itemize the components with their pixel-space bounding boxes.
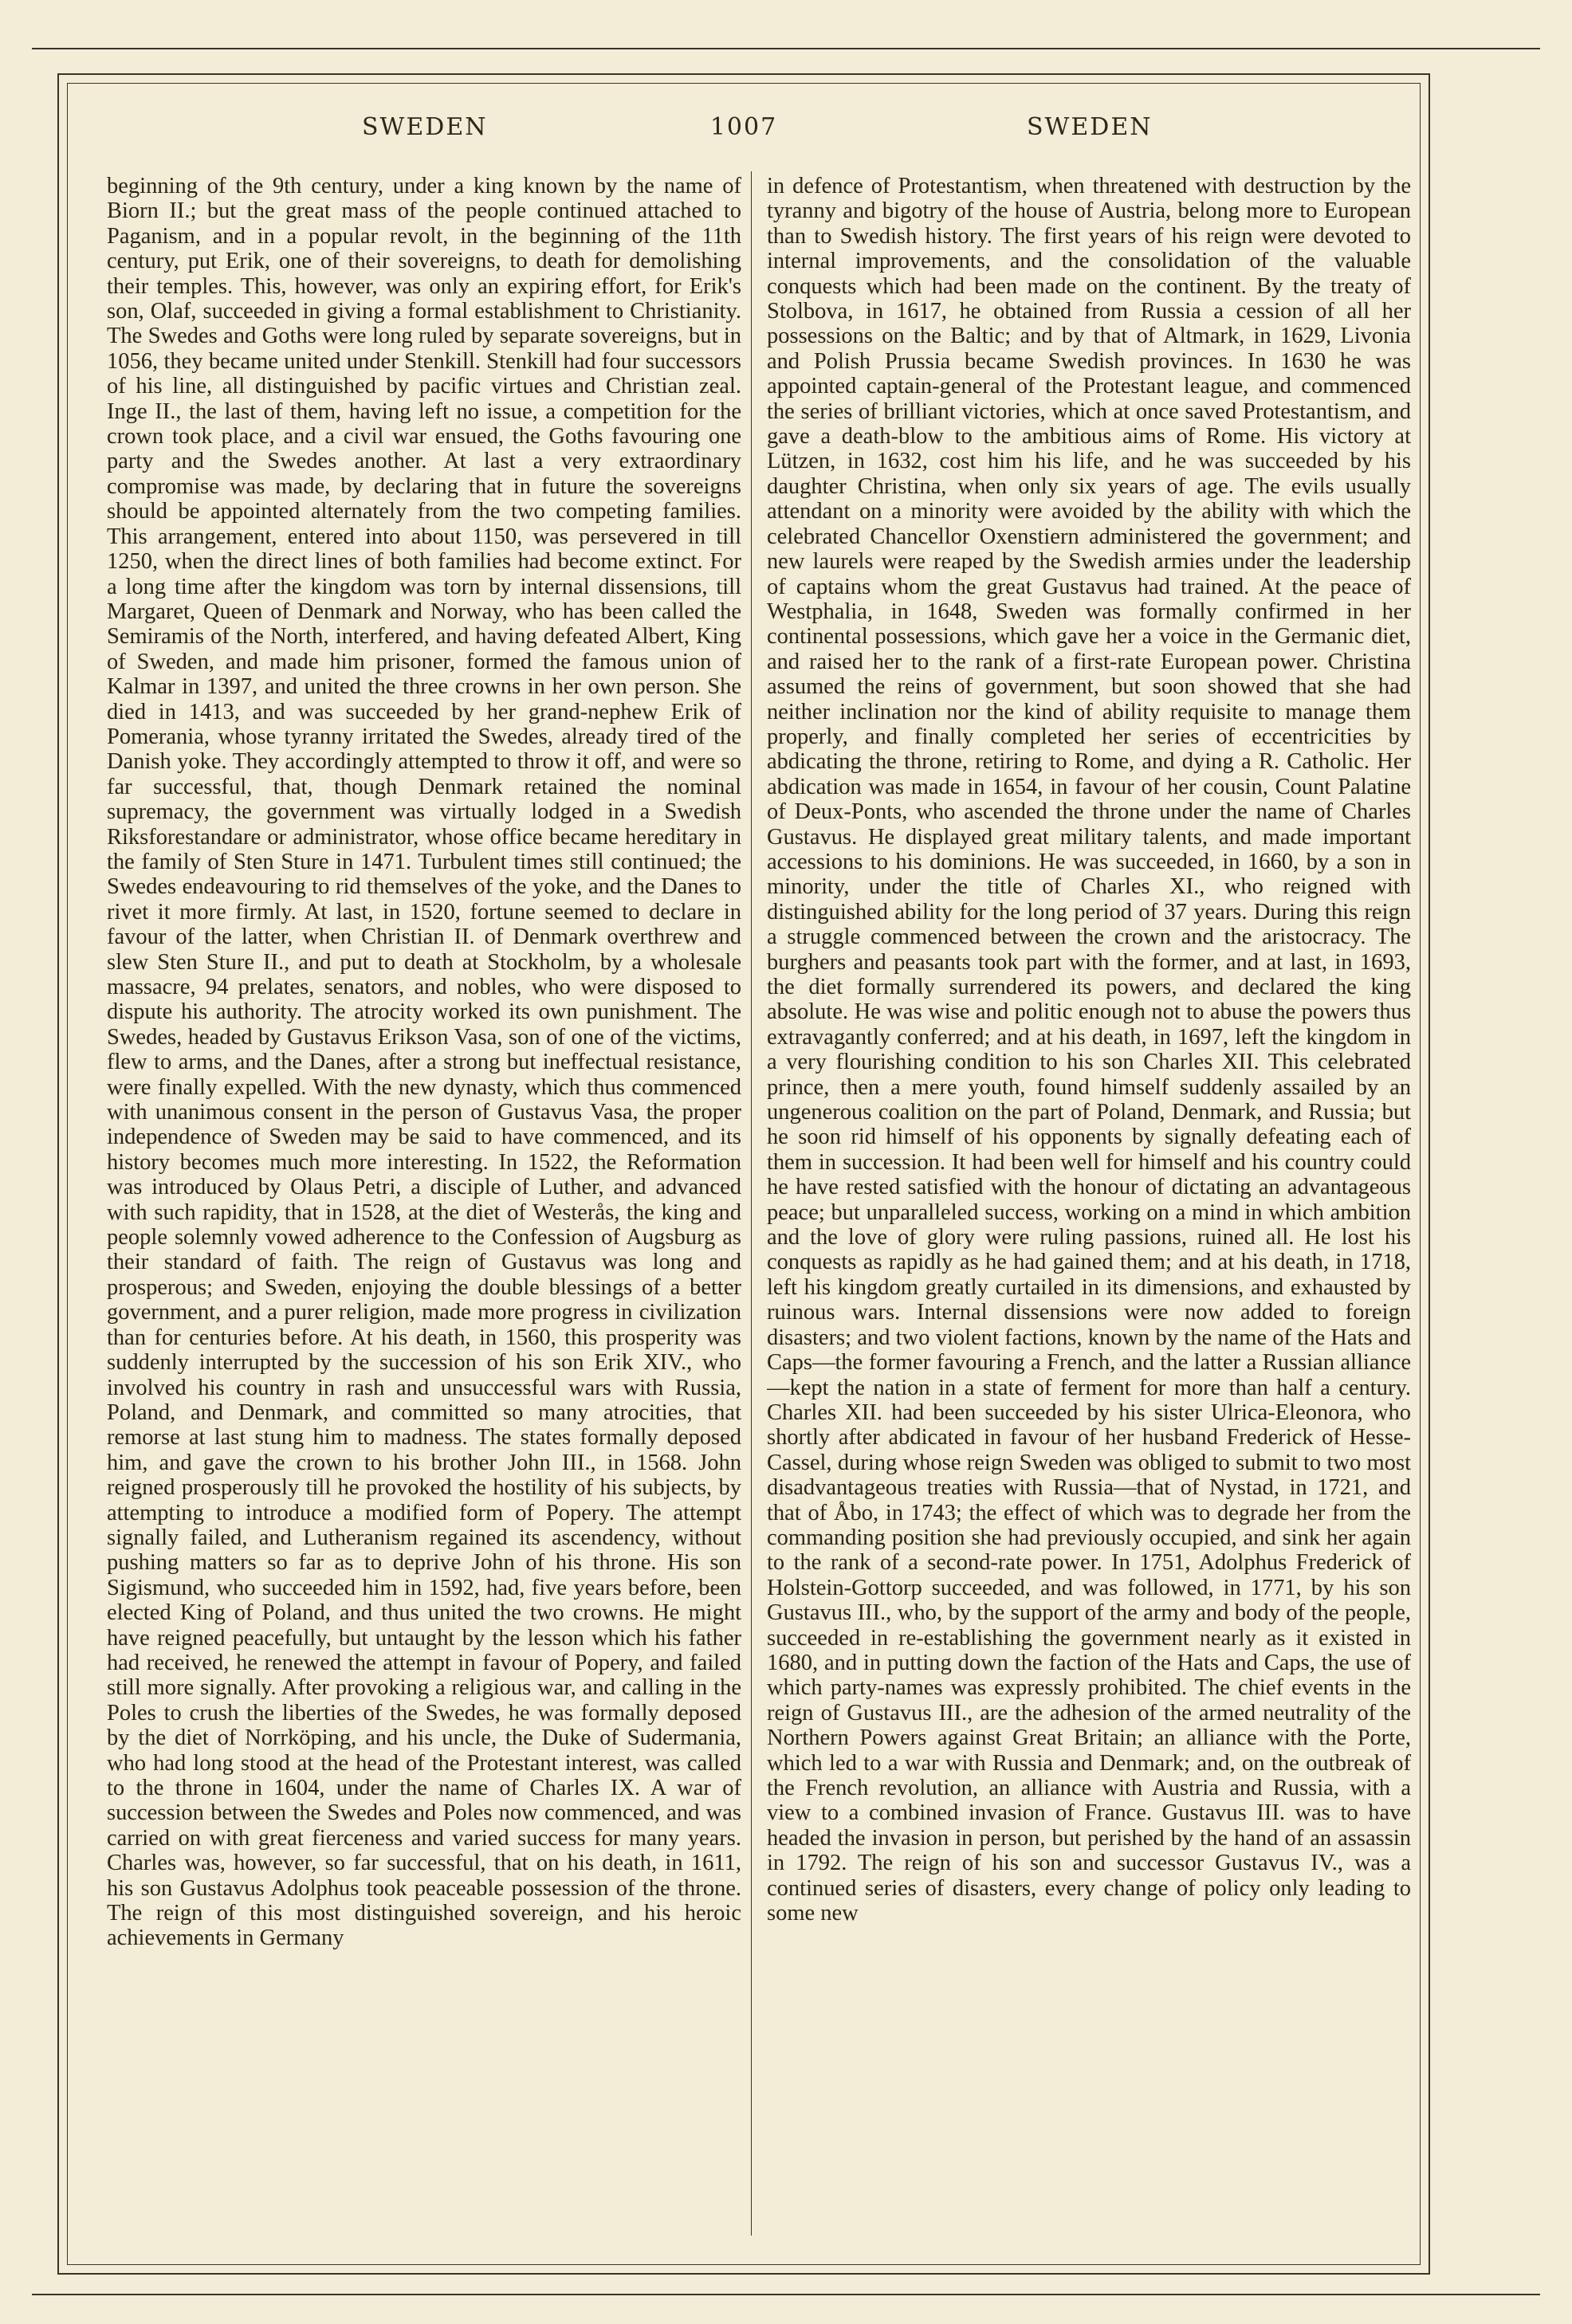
running-header	[67, 113, 1421, 153]
right-column-text: in defence of Protestantism, when threatened with destruction by the tyranny and bigotry of the house of Austria, belong more to European than to Swedish history. The first years of his reign were devoted to internal improvements, and the consolidation of the valuable conquests which had been made on the continent. By the treaty of Stolbova, in 1617, he obtained from Russia a cession of all her possessions on the Baltic; and by that of Altmark, in 1629, Livonia and Polish Prussia became Swedish provinces. In 1630 he was appointed captain-general of the Protestant league, and commenced the series of brilliant victories, which at once saved Protestantism, and gave a death-blow to the ambitious aims of Rome. His victory at Lützen, in 1632, cost him his life, and he was succeeded by his daughter Christina, when only six years of age. The evils usually attendant on a minority were avoided by the ability with which the celebrated Chancellor Oxenstiern administered the government; and new laurels were reaped by the Swedish armies under the leadership of captains whom the great Gustavus had trained. At the peace of Westphalia, in 1648, Sweden was formally confirmed in her continental possessions, which gave her a voice in the Germanic diet, and raised her to the rank of a first-rate European power. Christina assumed the reins of government, but soon showed that she had neither inclination nor the kind of ability requisite to manage them properly, and finally completed her series of eccentricities by abdicating the throne, retiring to Rome, and dying a R. Catholic. Her abdication was made in 1654, in favour of her cousin, Count Palatine of Deux-Ponts, who ascended the throne under the name of Charles Gustavus. He displayed great military talents, and made important accessions to his dominions. He was succeeded, in 1660, by a son in minority, under the title of Charles XI., who reigned with distinguished ability for the long period of 37 years. During this reign a struggle commenced between the crown and the aristocracy. The burghers and peasants took part with the former, and at last, in 1693, the diet formally surrendered its powers, and declared the king absolute. He was wise and politic enough not to abuse the powers thus extravagantly conferred; and at his death, in 1697, left the kingdom in a very flourishing condition to his son Charles XII. This celebrated prince, then a mere youth, found himself suddenly assailed by an ungenerous coalition on the part of Poland, Denmark, and Russia; but he soon rid himself of his opponents by signally defeating each of them in succession. It had been well for himself and his country could he have rested satisfied with the honour of dictating an advantageous peace; but unparalleled success, working on a mind in which ambition and the love of glory were ruling passions, ruined all. He lost his conquests as rapidly as he had gained them; and at his death, in 1718, left his kingdom greatly curtailed in its dimensions, and exhausted by ruinous wars. Internal dissensions were now added to foreign disasters; and two violent factions, known by the name of the Hats and Caps—the former favouring a French, and the latter a Russian alliance—kept the nation in a state of ferment for more than half a century. Charles XII. had been succeeded by his sister Ulrica-Eleonora, who shortly after abdicated in favour of her husband Frederick of Hesse-Cassel, during whose reign Sweden was obliged to submit to two most disadvantageous treaties with Russia—that of Nystad, in 1721, and that of Åbo, in 1743; the effect of which was to degrade her from the commanding position she had previously occupied, and sink her again to the rank of a second-rate power. In 1751, Adolphus Frederick of Holstein-Gottorp succeeded, and was followed, in 1771, by his son Gustavus III., who, by the support of the army and body of the people, succeeded in re-establishing the government nearly as it existed in 1680, and in putting down the faction of the Hats and Caps, the use of which party-names was expressly prohibited. The chief events in the reign of Gustavus III., are the adhesion of the armed neutrality of the Northern Powers against Great Britain; an alliance with the Porte, which led to a war with Russia and Denmark; and, on the outbreak of the French revolution, an alliance with Austria and Russia, with a view to a combined invasion of France. Gustavus III. was to have headed the invasion in person, but perished by the hand of an assassin in 1792. The reign of his son and successor Gustavus IV., was a continued series of disasters, every change of policy only leading to some new	[767, 174, 1411, 1926]
page-number: 1007	[709, 113, 778, 141]
top-rule	[32, 48, 1540, 49]
left-column	[107, 174, 741, 2246]
header-left-title: SWEDEN	[362, 113, 488, 141]
left-column-text: beginning of the 9th century, under a king known by the name of Biorn II.; but the great mass of the people continued attached to Paganism, and in a popular revolt, in the beginning of the 11th century, put Erik, one of their sovereigns, to death for demolishing their temples. This, however, was only an expiring effort, for Erik's son, Olaf, succeeded in giving a formal establishment to Christianity. The Swedes and Goths were long ruled by separate sovereigns, but in 1056, they became united under Stenkill. Stenkill had four successors of his line, all distinguished by pacific virtues and Christian zeal. Inge II., the last of them, having left no issue, a competition for the crown took place, and a civil war ensued, the Goths favouring one party and the Swedes another. At last a very extraordinary compromise was made, by declaring that in future the sovereigns should be appointed alternately from the two competing families. This arrangement, entered into about 1150, was persevered in till 1250, when the direct lines of both families had become extinct. For a long time after the kingdom was torn by internal dissensions, till Margaret, Queen of Denmark and Norway, who has been called the Semiramis of the North, interfered, and having defeated Albert, King of Sweden, and made him prisoner, formed the famous union of Kalmar in 1397, and united the three crowns in her own person. She died in 1413, and was succeeded by her grand-nephew Erik of Pomerania, whose tyranny irritated the Swedes, already tired of the Danish yoke. They accordingly attempted to throw it off, and were so far successful, that, though Denmark retained the nominal supremacy, the government was virtually lodged in a Swedish Riksforestandare or administrator, whose office became hereditary in the family of Sten Sture in 1471. Turbulent times still continued; the Swedes endeavouring to rid themselves of the yoke, and the Danes to rivet it more firmly. At last, in 1520, fortune seemed to declare in favour of the latter, when Christian II. of Denmark overthrew and slew Sten Sture II., and put to death at Stockholm, by a wholesale massacre, 94 prelates, senators, and nobles, who were disposed to dispute his authority. The atrocity worked its own punishment. The Swedes, headed by Gustavus Erikson Vasa, son of one of the victims, flew to arms, and the Danes, after a strong but ineffectual resistance, were finally expelled. With the new dynasty, which thus commenced with unanimous consent in the person of Gustavus Vasa, the proper independence of Sweden may be said to have commenced, and its history becomes much more interesting. In 1522, the Reformation was introduced by Olaus Petri, a disciple of Luther, and advanced with such rapidity, that in 1528, at the diet of Westerås, the king and people solemnly vowed adherence to the Confession of Augsburg as their standard of faith. The reign of Gustavus was long and prosperous; and Sweden, enjoying the double blessings of a better government, and a purer religion, made more progress in civilization than for centuries before. At his death, in 1560, this prosperity was suddenly interrupted by the succession of his son Erik XIV., who involved his country in rash and unsuccessful wars with Russia, Poland, and Denmark, and committed so many atrocities, that remorse at last stung him to madness. The states formally deposed him, and gave the crown to his brother John III., in 1568. John reigned prosperously till he provoked the hostility of his subjects, by attempting to introduce a modified form of Popery. The attempt signally failed, and Lutheranism regained its ascendency, without pushing matters so far as to deprive John of his throne. His son Sigismund, who succeeded him in 1592, had, five years before, been elected King of Poland, and thus united the two crowns. He might have reigned peacefully, but untaught by the lesson which his father had received, he renewed the attempt in favour of Popery, and failed still more signally. After provoking a religious war, and calling in the Poles to crush the liberties of the Swedes, he was formally deposed by the diet of Norrköping, and his uncle, the Duke of Sudermania, who had long stood at the head of the Protestant interest, was called to the throne in 1604, under the name of Charles IX. A war of succession between the Swedes and Poles now commenced, and was carried on with great fierceness and varied success for many years. Charles was, however, so far successful, that on his death, in 1611, his son Gustavus Adolphus took peaceable possession of the throne. The reign of this most distinguished sovereign, and his heroic achievements in Germany	[107, 174, 741, 1951]
header-right-title: SWEDEN	[1027, 113, 1153, 141]
bottom-rule	[32, 2294, 1540, 2295]
right-column	[767, 174, 1411, 2246]
column-divider	[751, 171, 752, 2236]
